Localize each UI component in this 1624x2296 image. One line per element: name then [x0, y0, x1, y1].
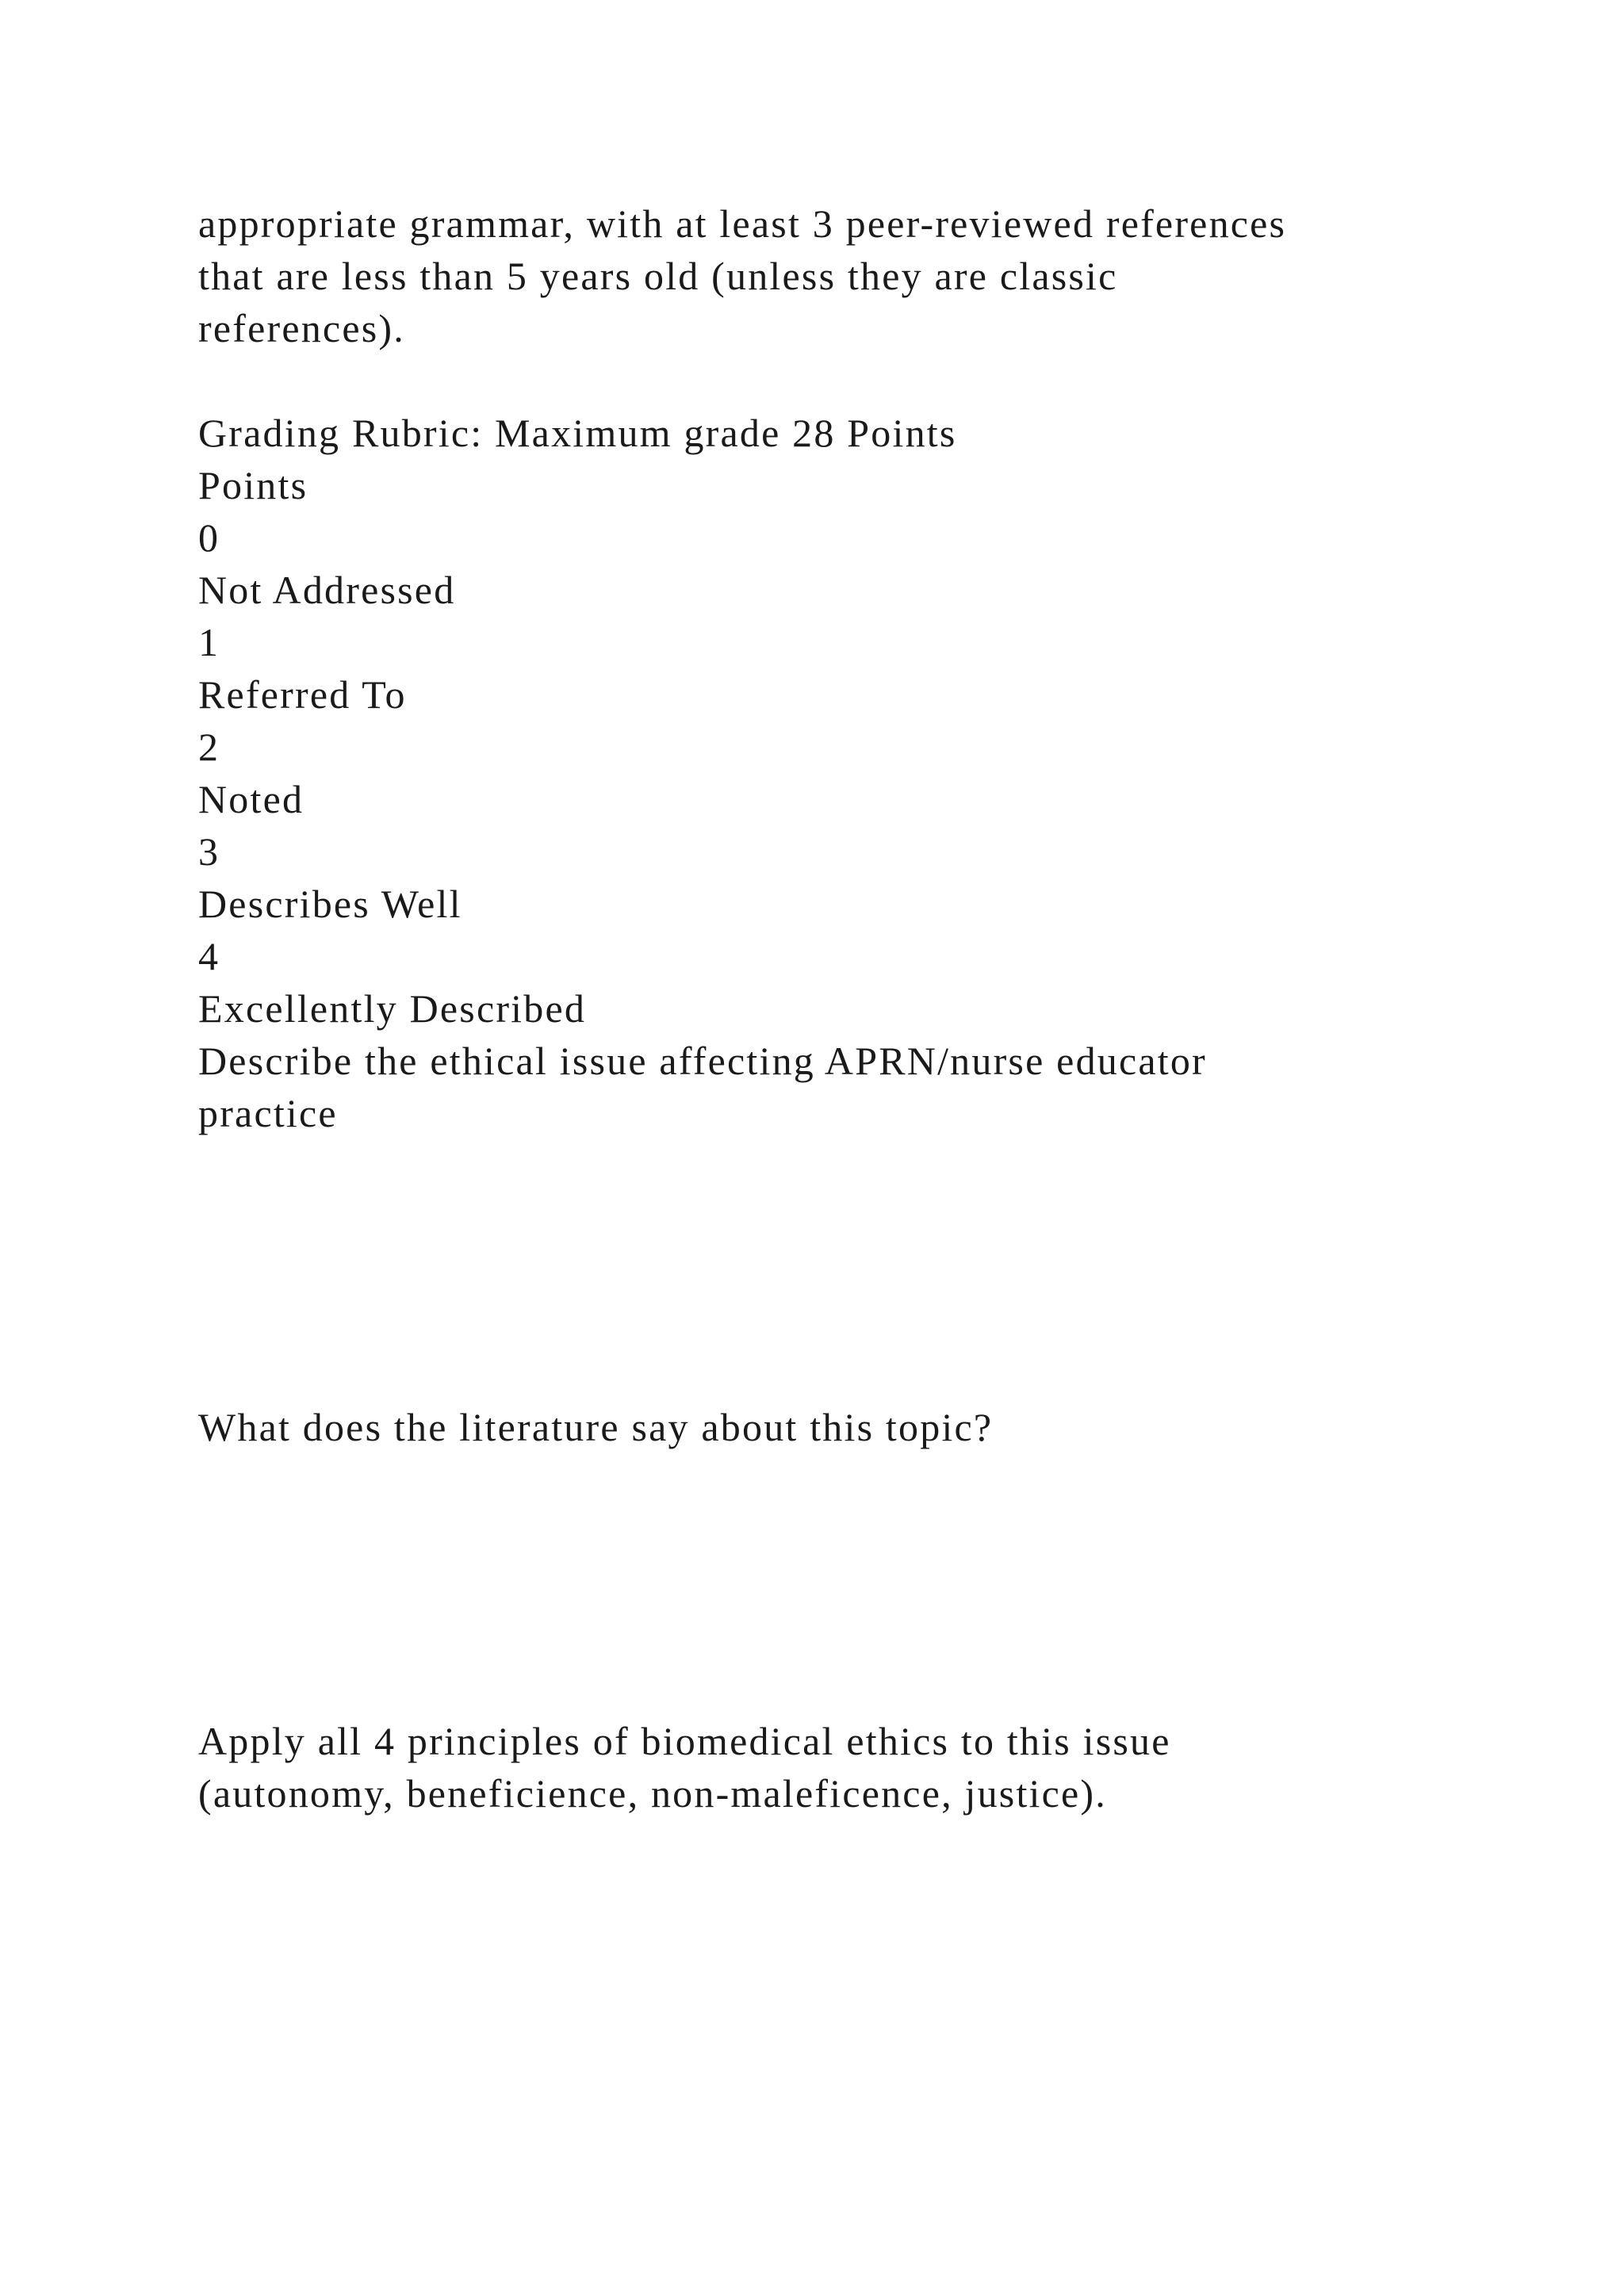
criterion-3-line-2: (autonomy, beneficience, non-maleficence, justice). [198, 1771, 1107, 1816]
scale-label-4: Excellently Described [198, 986, 587, 1031]
criterion-1-line-2: practice [198, 1091, 338, 1135]
rubric-heading: Grading Rubric: Maximum grade 28 Points [198, 411, 957, 455]
scale-value-0: 0 [198, 515, 220, 560]
intro-line-1: appropriate grammar, with at least 3 peer-reviewed references [198, 201, 1287, 246]
intro-line-3: references). [198, 306, 405, 350]
intro-line-2: that are less than 5 years old (unless they are classic [198, 254, 1118, 298]
criterion-2-line-1: What does the literature say about this topic? [198, 1405, 994, 1449]
criterion-1-line-1: Describe the ethical issue affecting APRN/nurse educator [198, 1039, 1207, 1083]
scale-value-4: 4 [198, 934, 220, 978]
scale-label-1: Referred To [198, 672, 407, 717]
scale-label-2: Noted [198, 777, 304, 821]
scale-value-2: 2 [198, 725, 220, 769]
scale-value-1: 1 [198, 620, 220, 664]
points-label: Points [198, 463, 308, 507]
scale-label-3: Describes Well [198, 882, 462, 926]
scale-value-3: 3 [198, 829, 220, 874]
scale-label-0: Not Addressed [198, 568, 456, 612]
criterion-3-line-1: Apply all 4 principles of biomedical ethics to this issue [198, 1719, 1171, 1763]
